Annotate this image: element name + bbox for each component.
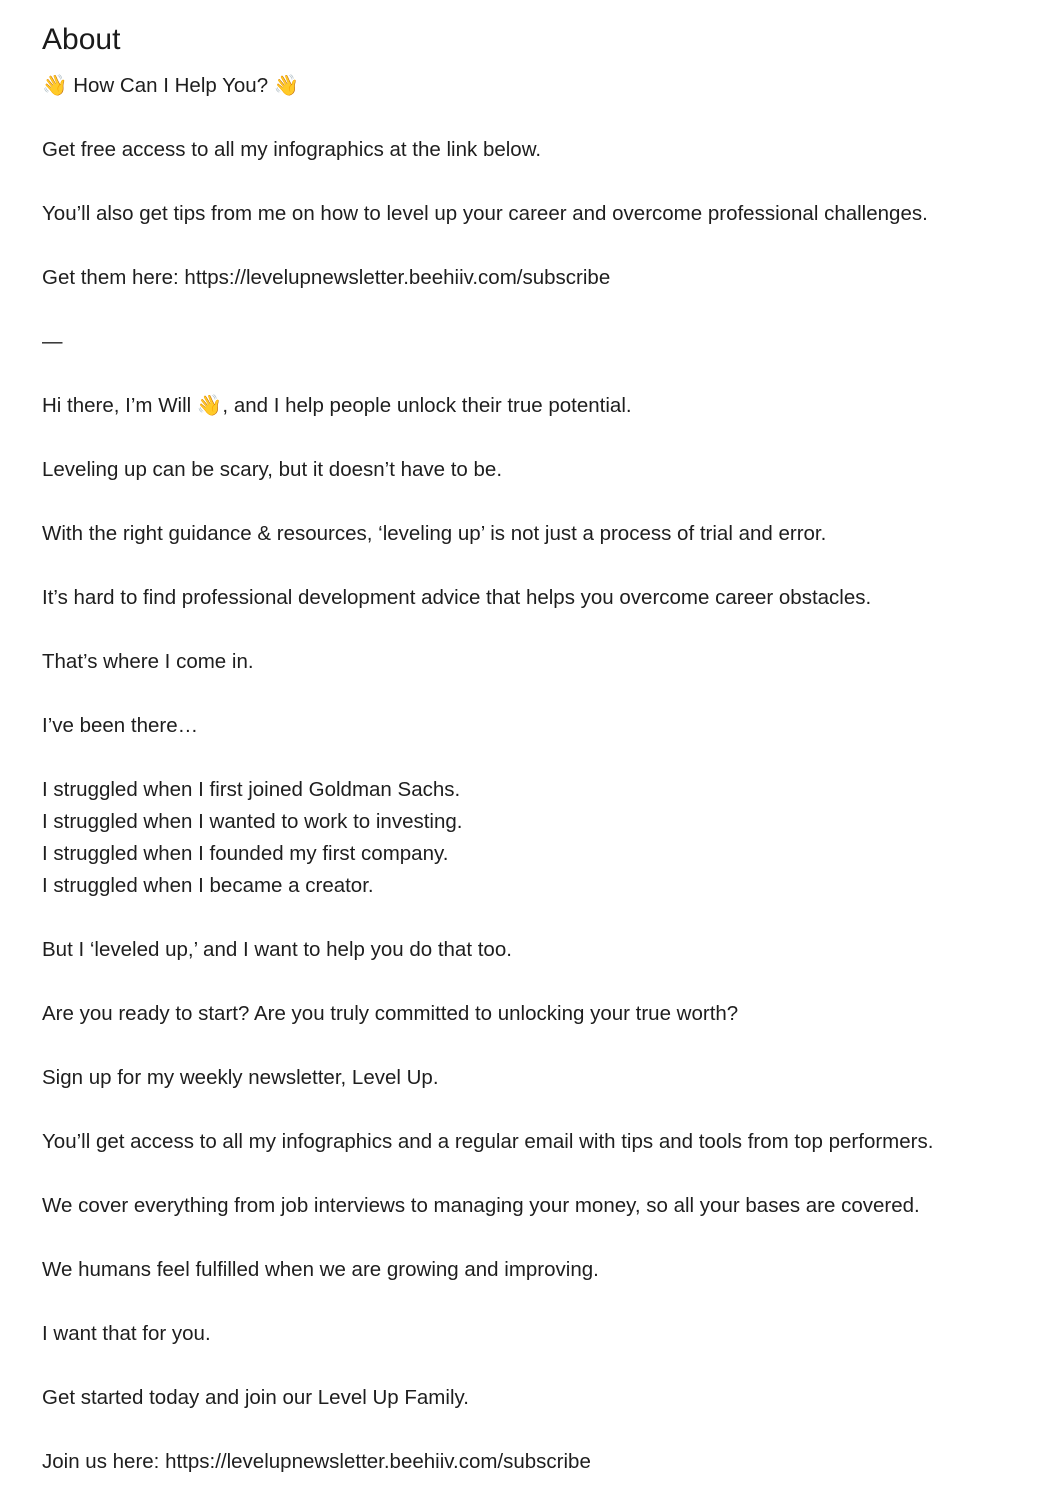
about-description: 👋 How Can I Help You? 👋 Get free access to all my infographics at the link below. You’ll also get tips from me on how to level up your career and overcome professional challenges. Get them here: https://levelupnewsletter.beehiiv.com/subscribe — Hi there, I’m Will 👋, and I help people unlock their true potential. Leveling up can be scary, but it doesn’t have to be. With the right guidance & resources, ‘leveling up’ is not just a process of trial and error. It’s hard to find professional development advice that helps you overcome career obstacles. That’s where I come in. I’ve been there… I struggled when I first joined Goldman Sachs. I struggled when I wanted to work to investing. I struggled when I founded my first company. I struggled when I became a creator. But I ‘leveled up,’ and I want to help you do that too. Are you ready to start? Are you truly committed to unlocking your true worth? Sign up for my weekly newsletter, Level Up. You’ll get access to all my infographics and a regular email with tips and tools from top performers. We cover everything from job interviews to managing your money, so all your bases are covered. We humans feel fulfilled when we are growing and improving. I want that for you. Get started today and join our Level Up Family. Join us here: https://levelupnewsletter.beehiiv.com/subscribe xyxy=(42,74,934,1473)
about-title: About xyxy=(42,23,121,56)
about-section xyxy=(42,22,1032,58)
